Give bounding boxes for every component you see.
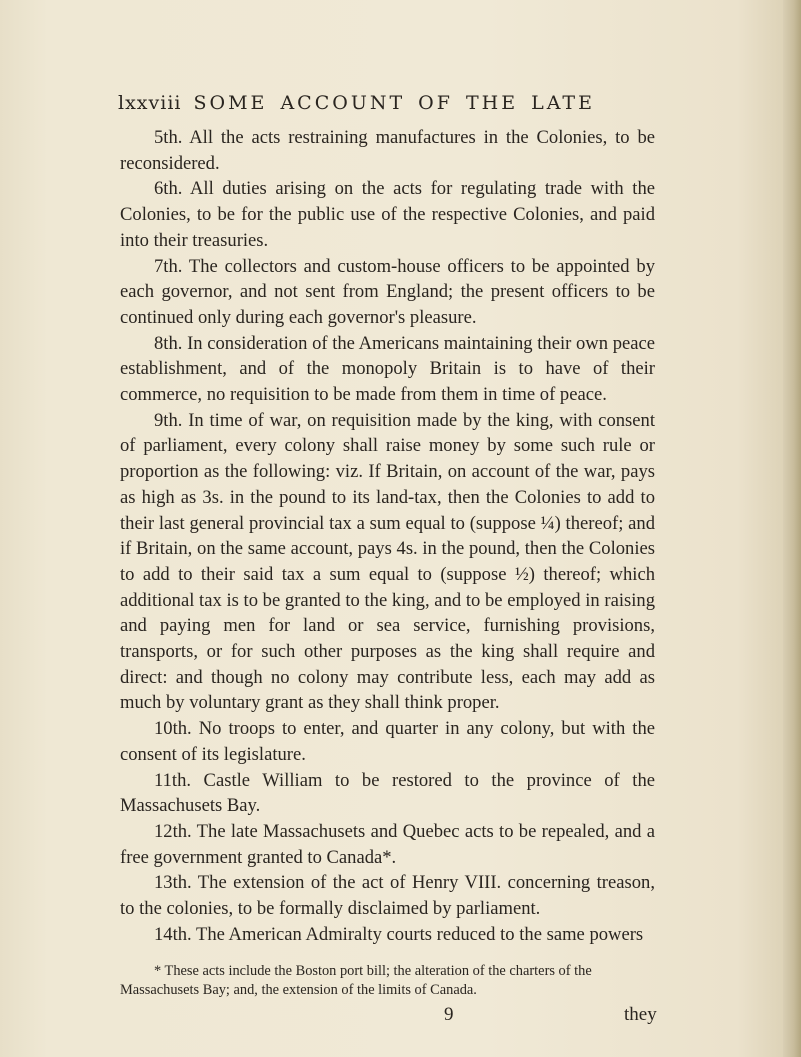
page-edge	[783, 0, 801, 1057]
catchword: they	[624, 1004, 657, 1025]
running-title: SOME ACCOUNT OF THE LATE	[193, 92, 595, 114]
article-11: 11th. Castle William to be restored to the province of the Massachusets Bay.	[120, 769, 655, 817]
article-9: 9th. In time of war, on requisition made by the king, with consent of parliament, every colony shall raise money by some such rule or proportion as the following: viz. If Britain, on account of the war, pays as high as 3s. in the pound to its land-tax, then the Colonies to add to their last general provincial tax a sum equal to (suppose ¼) thereof; and if Britain, on the same account, pays 4s. in the pound, then the Colonies to add to their said tax a sum equal to (suppose ½) thereof; which additional tax is to be granted to the king, and to be employed in raising and paying men for land or sea service, furnishing provisions, transports, or for such other purposes as the king shall require and direct: and though no colony may contribute less, each may add as much by voluntary grant as they shall think proper.	[120, 409, 655, 714]
article-6: 6th. All duties arising on the acts for regulating trade with the Colonies, to be for the public use of the respective Colonies, and paid into their treasuries.	[120, 178, 655, 251]
article-7: 7th. The collectors and custom-house officers to be appointed by each governor, and not sent from England; the present officers to be continued only during each governor's pleasure.	[120, 255, 655, 328]
running-head	[118, 92, 678, 122]
article-8: 8th. In consideration of the Americans maintaining their own peace establishment, and of the monopoly Britain is to have of their commerce, no requisition to be made from them in time of peace.	[120, 332, 655, 406]
page-number: lxxviii	[118, 92, 182, 114]
body-text	[120, 125, 655, 948]
article-14: 14th. The American Admiralty courts reduced to the same powers	[154, 923, 644, 945]
article-5: 5th. All the acts restraining manufactures in the Colonies, to be reconsidered.	[120, 127, 655, 174]
signature-mark: 9	[444, 1004, 454, 1025]
article-10: 10th. No troops to enter, and quarter in any colony, but with the consent of its legislature.	[120, 718, 655, 765]
footnote: * These acts include the Boston port bill; the alteration of the charters of the Massachusets Bay; and, the extension of the limits of Canada.	[120, 963, 592, 998]
article-12: 12th. The late Massachusets and Quebec acts to be repealed, and a free government granted to Canada*.	[120, 820, 655, 868]
article-13: 13th. The extension of the act of Henry VIII. concerning treason, to the colonies, to be formally disclaimed by parliament.	[120, 872, 655, 920]
